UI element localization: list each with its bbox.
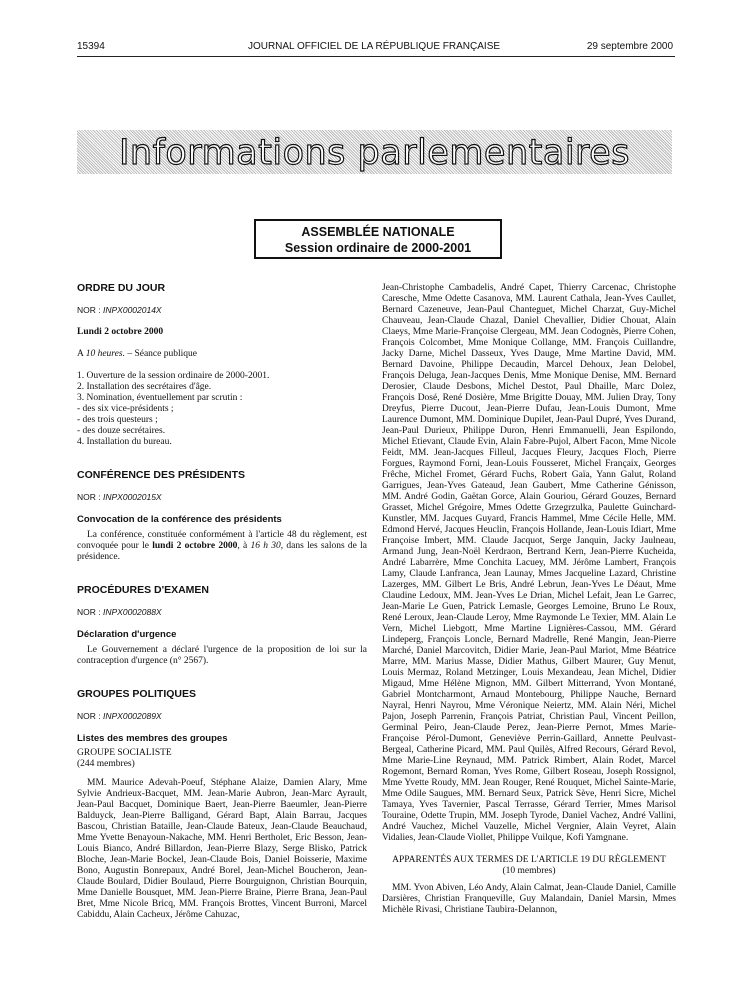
nor-reference: NOR : INPX0002014X	[77, 305, 162, 315]
conference-title: CONFÉRENCE DES PRÉSIDENTS	[77, 469, 246, 481]
ordre-du-jour-title: ORDRE DU JOUR	[77, 282, 166, 294]
nor-reference: NOR : INPX0002089X	[77, 711, 162, 721]
nor-reference: NOR : INPX0002088X	[77, 607, 162, 617]
right-column	[382, 283, 676, 916]
agenda-item: 2. Installation des secrétaires d'âge.	[77, 382, 212, 392]
apparentes-title: APPARENTÉS AUX TERMES DE L'ARTICLE 19 DU RÈGLEMENT	[392, 855, 666, 865]
section-banner	[77, 130, 672, 174]
sitting-time: A 10 heures. – Séance publique	[77, 349, 197, 359]
agenda-subitem: - des douze secrétaires.	[77, 426, 166, 436]
group-name: GROUPE SOCIALISTE	[77, 748, 172, 758]
sitting-date: Lundi 2 octobre 2000	[77, 327, 164, 337]
session-title: Session ordinaire de 2000-2001	[284, 241, 472, 255]
agenda-subitem: - des trois questeurs ;	[77, 415, 158, 425]
groupes-subtitle: Listes des membres des groupes	[77, 733, 228, 744]
publication-date: 29 septembre 2000	[586, 41, 673, 52]
header-rule	[77, 56, 675, 57]
conference-text: La conférence, constituée conformément à l'article 48 du règlement, est convoquée pour le lundi 2 octobre 2000, à 16 h 30, dans les salons de la présidence.	[77, 530, 368, 562]
assembly-box	[254, 219, 502, 259]
banner-title: Informations parlementaires	[119, 133, 630, 173]
nor-reference: NOR : INPX0002015X	[77, 492, 162, 502]
procedures-subtitle: Déclaration d'urgence	[77, 629, 177, 640]
procedures-title: PROCÉDURES D'EXAMEN	[77, 584, 210, 596]
agenda-item: 4. Installation du bureau.	[77, 437, 172, 447]
conference-subtitle: Convocation de la conférence des présidents	[77, 514, 282, 525]
group-count: (244 membres)	[77, 759, 135, 769]
procedures-text: Le Gouvernement a déclaré l'urgence de la proposition de loi sur la contraception d'urgence (n° 2567).	[77, 645, 367, 666]
group-members-left: MM. Maurice Adevah-Poeuf, Stéphane Alaize, Damien Alary, Mme Sylvie Andrieux-Bacquet, MM. Jean-Marie Aubron, Jean-Marc Ayrault, Jean-Paul Bacquet, Dominique Baert, Jean-Pierre Baeumler, Jean-Pierre Balduyck, Jean-Pierre Balligand, Gérard Bapt, Alain Barrau, Jacques Bascou, Christian Bataille, Jean-Claude Bateux, Jean-Claude Beauchaud, Mme Yvette Benayoun-Nakache, MM. Henri Bertholet, Eric Besson, Jean-Louis Bianco, André Billardon, Jean-Pierre Blazy, Serge Blisko, Patrick Bloche, Jean-Marie Bockel, Jean-Claude Bois, Daniel Boisserie, Maxime Bono, Augustin Bonrepaux, André Borel, Jean-Michel Boucheron, Jean-Claude Boulard, Didier Boulaud, Pierre Bourguignon, Christian Bourquin, Mme Danielle Bousquet, MM. Jean-Pierre Braine, Pierre Brana, Jean-Paul Bret, Mme Nicole Bricq, MM. François Brottes, Vincent Burroni, Marcel Cabiddu, Alain Cacheux, Jérôme Cahuzac,	[77, 778, 367, 920]
agenda-item: 1. Ouverture de la session ordinaire de 2000-2001.	[77, 371, 270, 381]
apparentes-count: (10 membres)	[502, 866, 556, 876]
agenda-item: 3. Nomination, éventuellement par scrutin :	[77, 393, 243, 403]
apparentes-members: MM. Yvon Abiven, Léo Andy, Alain Calmat, Jean-Claude Daniel, Camille Darsières, Christian Franqueville, Guy Malandain, Daniel Marsin, Mmes Michèle Rivasi, Christiane Taubira-Delannon,	[382, 883, 676, 915]
group-members-right: Jean-Christophe Cambadelis, André Capet, Thierry Carcenac, Christophe Caresche, Mme Odette Casanova, MM. Laurent Cathala, Jean-Yves Caullet, Bernard Cazeneuve, Jean-Paul Chanteguet, Michel Charzat, Guy-Michel Chauveau, Jean-Claude Chazal, Daniel Chevallier, Didier Chouat, Alain Claeys, Mme Marie-Françoise Clergeau, MM. Jean Codognès, Pierre Cohen, François Colcombet, Mme Monique Collange, MM. François Cuillandre, Jacky Darne, Michel Dasseux, Yves Dauge, Mme Martine David, MM. Bernard Davoine, Philippe Decaudin, Marcel Dehoux, Jean Delobel, François Deluga, Jean-Jacques Denis, Mme Monique Denise, MM. Bernard Derosier, Claude Desbons, Michel Destot, Paul Dhaille, Marc Dolez, François Dosé, René Dosière, Mme Brigitte Douay, MM. Julien Dray, Tony Dreyfus, Pierre Ducout, Jean-Pierre Dufau, Jean-Louis Dumont, Mme Laurence Dumont, MM. Dominique Dupilet, Jean-Paul Dupré, Yves Durand, Jean-Paul Durieux, Philippe Duron, Henri Emmanuelli, Jean Espilondo, Michel Etievant, Claude Evin, Alain Fabre-Pujol, Albert Facon, Mme Nicole Feidt, MM. Jean-Jacques Filleul, Jacques Fleury, Jacques Floch, Pierre Forgues, Raymond Forni, Jean-Louis Fousseret, Michel Françaix, Georges Frêche, Michel Fromet, Gérard Fuchs, Robert Gaïa, Yann Galut, Roland Garrigues, Jean-Yves Gateaud, Jean Gaubert, Mme Catherine Génisson, MM. André Godin, Gaëtan Gorce, Alain Gouriou, Gérard Gouzes, Bernard Grasset, Michel Grégoire, Mmes Odette Grzegrzulka, Paulette Guinchard-Kunstler, MM. Jacques Guyard, Francis Hammel, Mme Cécile Helle, MM. Edmond Hervé, Jacques Heuclin, François Hollande, Jean-Louis Idiart, Mme Françoise Imbert, MM. Claude Jacquot, Serge Janquin, Jacky Jaulneau, Armand Jung, Jean-Noël Kerdraon, Bertrand Kern, Jean-Pierre Kucheida, André Labarrère, Mme Conchita Lacuey, MM. Jérôme Lambert, François Lamy, Claude Lanfranca, Jean Launay, Mmes Jacqueline Lazard, Christine Lazerges, MM. Gilbert Le Bris, André Lebrun, Jean-Yves Le Déaut, Mme Claudine Ledoux, MM. Jean-Yves Le Drian, Michel Lefait, Jean Le Garrec, Jean-Marie Le Guen, Patrick Lemasle, Georges Lemoine, Bruno Le Roux, René Leroux, Jean-Claude Leroy, Mme Raymonde Le Texier, MM. Alain Le Vern, Michel Liebgott, Mme Martine Lignières-Cassou, MM. Gérard Lindeperg, François Loncle, Bernard Madrelle, René Mangin, Jean-Pierre Marché, Daniel Marcovitch, Didier Marie, Jean-Paul Mariot, Mme Béatrice Marre, MM. Marius Masse, Didier Mathus, Gilbert Maurer, Guy Menut, Louis Mermaz, Roland Metzinger, Louis Mexandeau, Jean Michel, Didier Migaud, Mme Hélène Mignon, MM. Gilbert Mitterrand, Yvon Montané, Gabriel Montcharmont, Arnaud Montebourg, Philippe Nauche, Bernard Nayral, Henri Nayrou, Mme Véronique Neiertz, MM. Alain Néri, Michel Pajon, Joseph Parrenin, François Patriat, Christian Paul, Vincent Peillon, Germinal Peiro, Jean-Claude Perez, Jean-Pierre Pernot, Mmes Marie-Françoise Pérol-Dumont, Geneviève Perrin-Gaillard, Annette Peulvast-Bergeal, Catherine Picard, MM. Paul Quilès, Alfred Recours, Gérard Revol, Mme Marie-Line Reynaud, MM. Patrick Rimbert, Alain Rodet, Marcel Rogemont, Bernard Roman, Yves Rome, Gilbert Roseau, Joseph Rossignol, Mme Yvette Roudy, MM. Jean Rouger, René Rouquet, Michel Sainte-Marie, Mme Odile Saugues, MM. Bernard Seux, Patrick Sève, Henri Sicre, Michel Tamaya, Yves Tavernier, Pascal Terrasse, Gérard Terrier, Mmes Marisol Touraine, Odette Trupin, MM. Joseph Tyrode, Daniel Vachez, André Vallini, André Vauchez, Michel Vauzelle, Michel Vergnier, Alain Veyret, Alain Vidalies, Jean-Claude Viollet, Philippe Vuilque, Kofi Yamgnane.	[382, 283, 676, 843]
groupes-title: GROUPES POLITIQUES	[77, 688, 197, 700]
page-header	[0, 41, 748, 57]
journal-title: JOURNAL OFFICIEL DE LA RÉPUBLIQUE FRANÇAISE	[247, 41, 501, 52]
agenda-subitem: - des six vice-présidents ;	[77, 404, 174, 414]
assembly-name: ASSEMBLÉE NATIONALE	[301, 225, 455, 239]
page-number: 15394	[77, 41, 105, 52]
left-column	[77, 283, 367, 921]
